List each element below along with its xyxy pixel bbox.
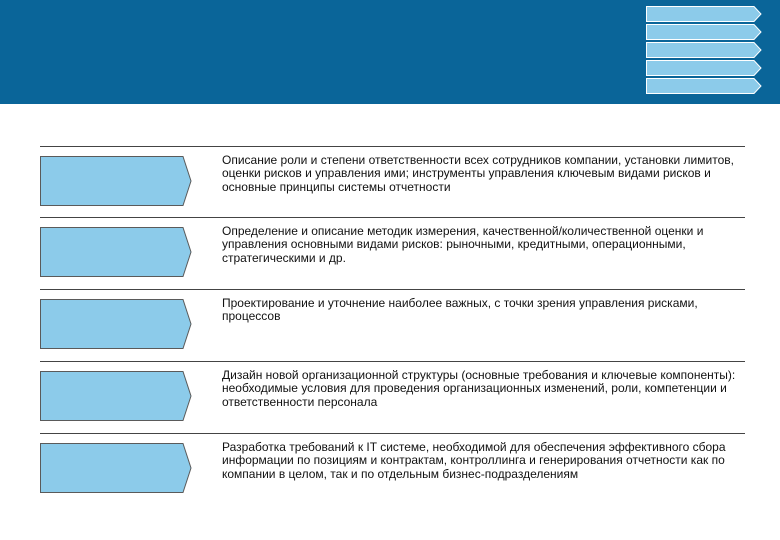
row-description: Определение и описание методик измерения, качественной/количественной оценки и управления основными видами рисков: рыночными, кредитными, операционными, стратегическими и др.: [222, 224, 704, 265]
row-label-arrow[interactable]: [40, 371, 192, 421]
row-label-arrow[interactable]: [40, 156, 192, 206]
row-label-arrow[interactable]: [40, 443, 192, 493]
nav-tab-1[interactable]: [646, 6, 762, 22]
header-banner: [0, 0, 780, 104]
row-divider: [40, 146, 745, 147]
nav-tab-stack: [646, 6, 762, 96]
row-divider: [40, 361, 745, 362]
nav-tab-4[interactable]: [646, 60, 762, 76]
row-divider: [40, 289, 745, 290]
nav-tab-2[interactable]: [646, 24, 762, 40]
row-description: Описание роли и степени ответственности всех сотрудников компании, установки лимитов, оценки рисков и управления ими; инструменты управления ключевым видами рисков и основные принципы системы отчетности: [222, 153, 734, 194]
row-description: Проектирование и уточнение наиболее важных, с точки зрения управления рисками, процессов: [222, 296, 698, 324]
nav-tab-5[interactable]: [646, 78, 762, 94]
row-divider: [40, 217, 745, 218]
row-divider: [40, 433, 745, 434]
row-label-arrow[interactable]: [40, 227, 192, 277]
row-description: Дизайн новой организационной структуры (основные требования и ключевые компоненты): необходимые условия для проведения организационных изменений, роли, компетенции и ответственности персонала: [222, 368, 736, 409]
row-label-arrow[interactable]: [40, 299, 192, 349]
row-description: Разработка требований к IT системе, необходимой для обеспечения эффективного сбора информации по позициям и контрактам, контроллинга и генерирования отчетности как по компании в целом, так и по отдельным бизнес-подразделениям: [222, 440, 726, 481]
nav-tab-3[interactable]: [646, 42, 762, 58]
